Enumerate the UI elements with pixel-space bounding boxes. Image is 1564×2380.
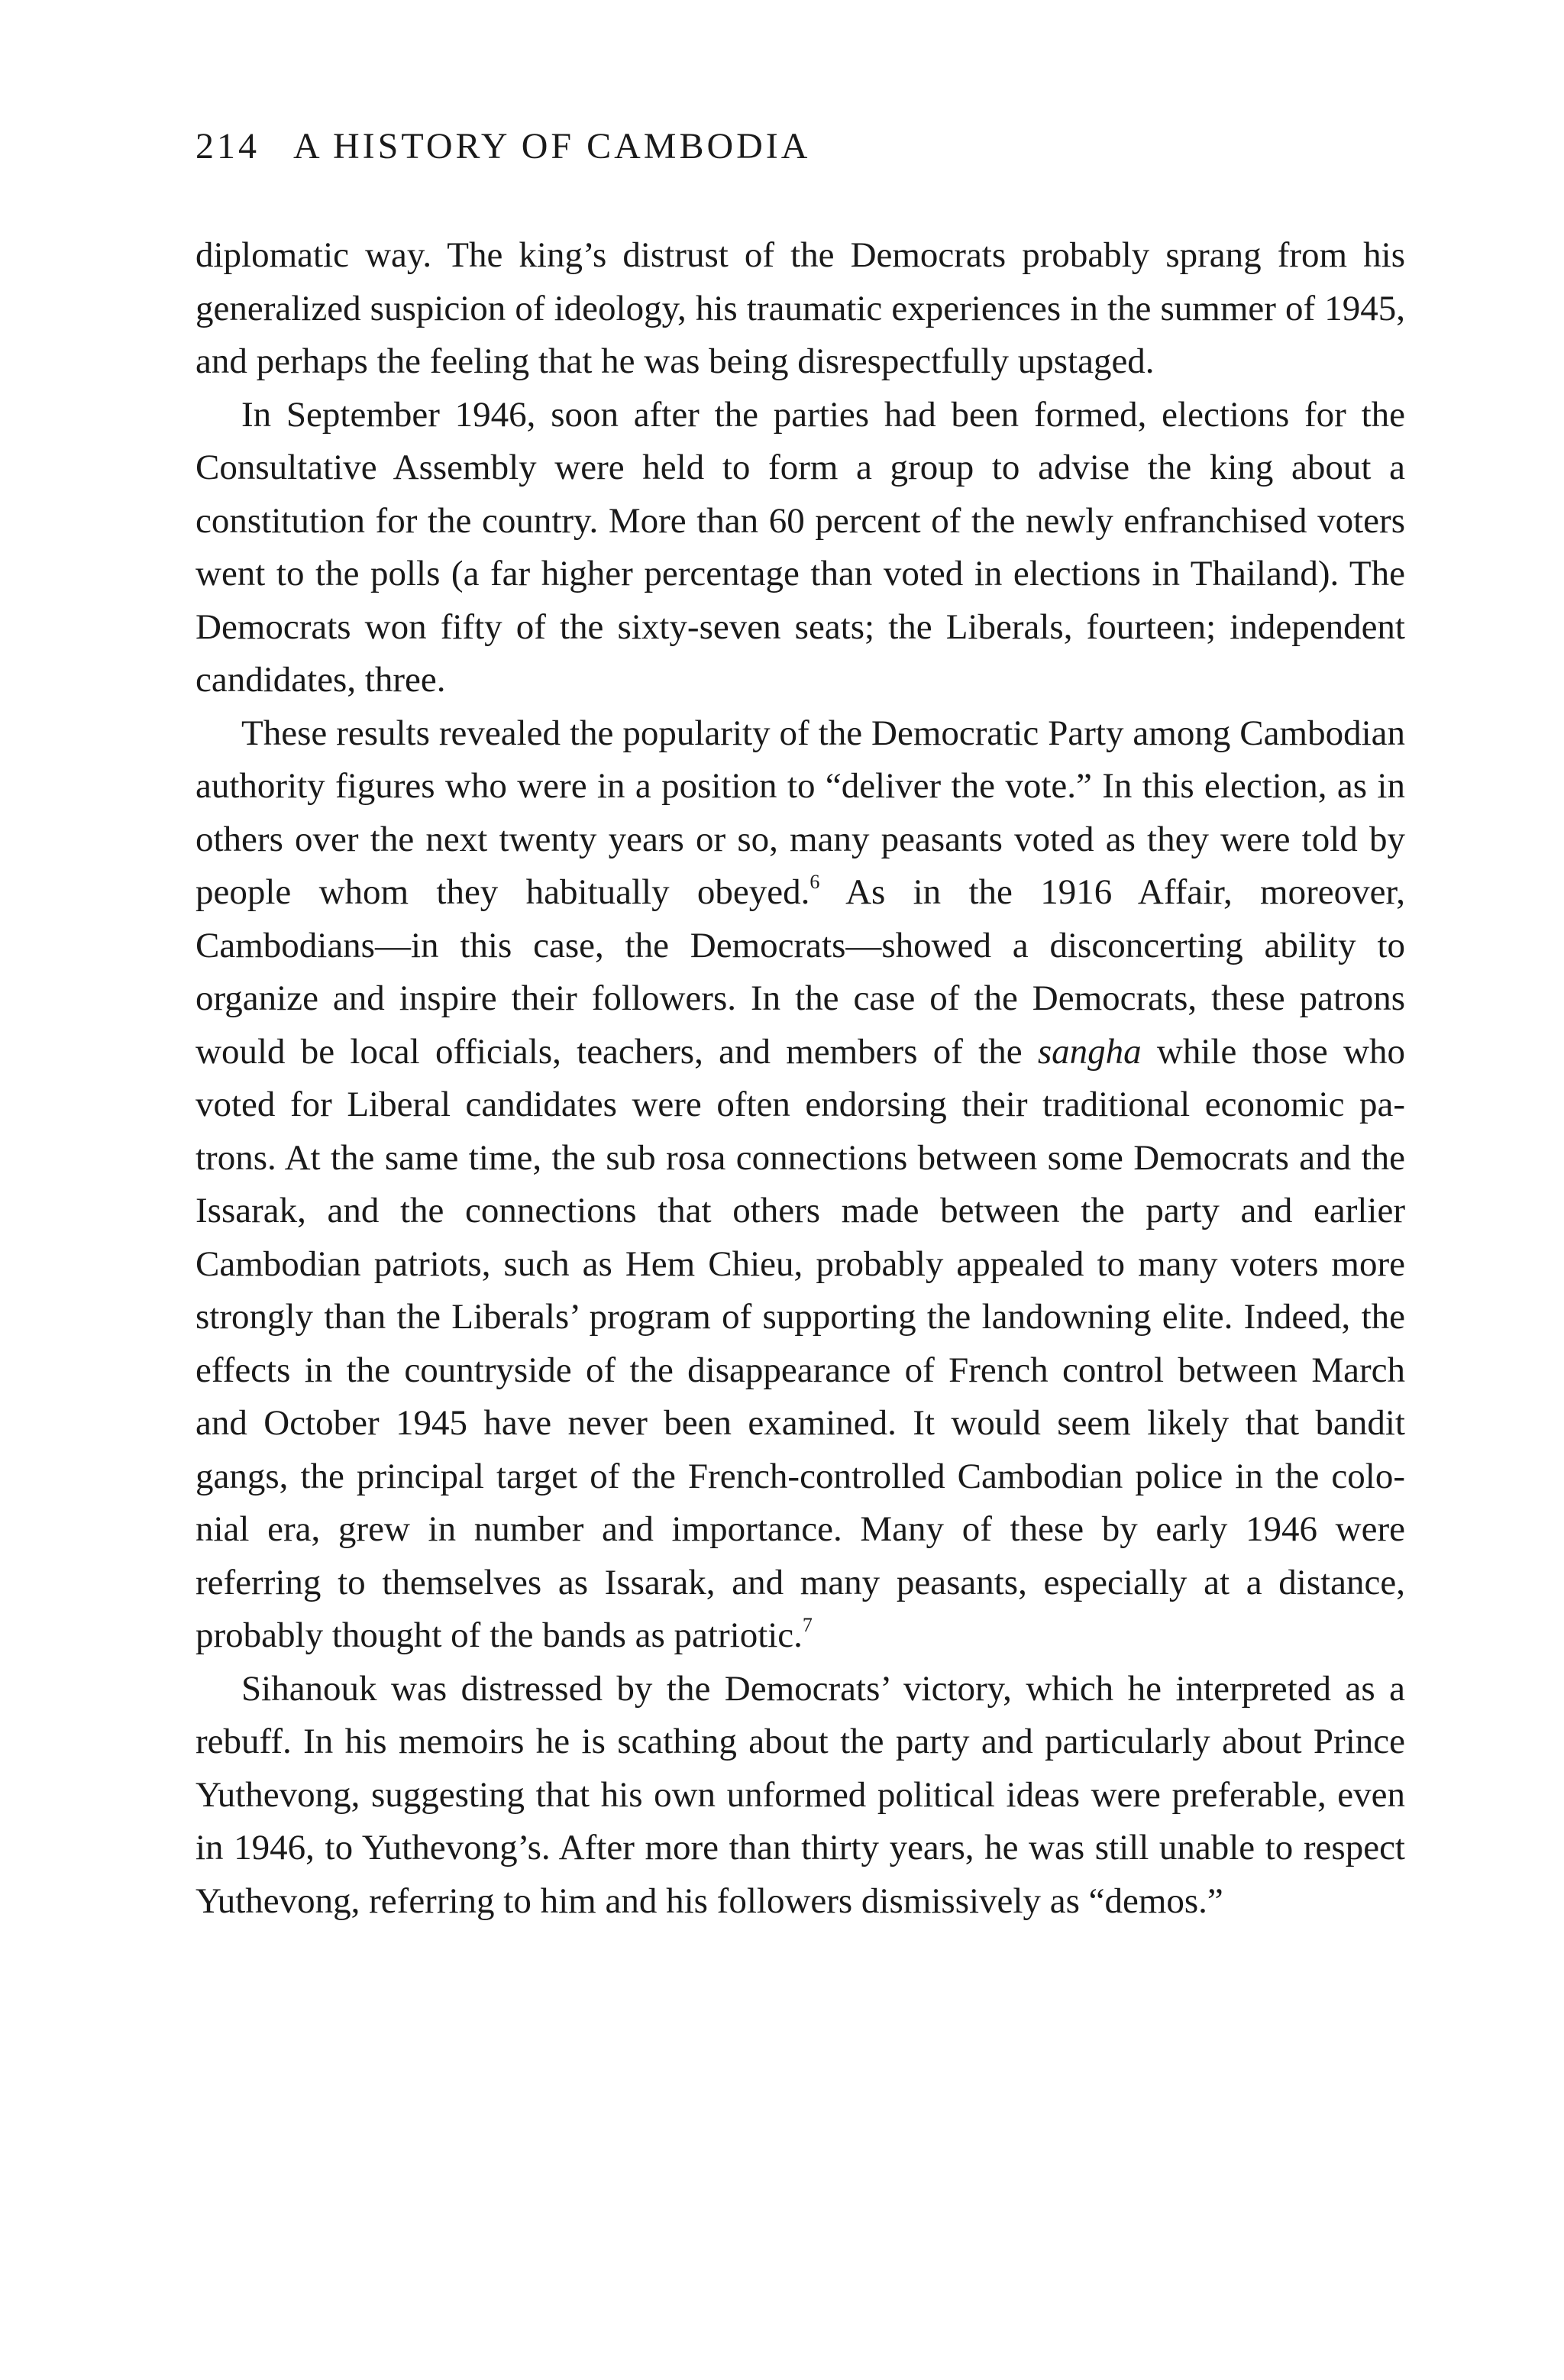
paragraph-3-text-b: As in the 1916 Affair, moreover, Cambodians—in this case, the Democrats—showed a disconcerting ability to organize and inspire their followers. In the case of the Democrats, these patrons would be local officials, teachers, and members of the xyxy=(196,872,1406,1072)
page-number: 214 xyxy=(196,126,260,167)
paragraph-3-text-a: These results revealed the popularity of the Democratic Party among Cambodian authority figures who were in a position to “deliver the vote.” In this election, as in others over the next twenty years or so, many peasants voted as they were told by people whom they habitually obeyed. xyxy=(196,713,1405,912)
body-text xyxy=(196,229,1405,1928)
italic-term-sangha: sangha xyxy=(1037,1031,1142,1072)
footnote-ref-6: 6 xyxy=(809,871,820,893)
paragraph-3-text-c: while those who voted for Liberal candidates were often endorsing their traditional economic patrons. At the same time, the sub rosa connections between some Democrats and the Issarak, and the connections that others made between the party and earlier Cambodian patriots, such as Hem Chieu, probably appealed to many voters more strongly than the Liberals’ program of supporting the landowning elite. Indeed, the effects in the countryside of the disappearance of French control between March and October 1945 have never been examined. It would seem likely that bandit gangs, the principal target of the French-controlled Cambodian police in the colonial era, grew in number and importance. Many of these by early 1946 were referring to themselves as Issarak, and many peasants, especially at a distance, probably thought of the bands as patriotic. xyxy=(196,1031,1405,1655)
paragraph-1: diplomatic way. The king’s distrust of the Democrats probably sprang from his generalized suspicion of ideology, his traumatic experiences in the summer of 1945, and perhaps the feeling that he was being disrespectfully upstaged. xyxy=(196,235,1405,381)
paragraph-4: Sihanouk was distressed by the Democrats’ victory, which he interpreted as a rebuff. In his memoirs he is scathing about the party and particularly about Prince Yuthevong, suggesting that his own unformed political ideas were preferable, even in 1946, to Yuthevong’s. After more than thirty years, he was still unable to respect Yuthevong, referring to him and his followers dismissively as “demos.” xyxy=(196,1668,1405,1921)
paragraph-2: In September 1946, soon after the parties had been formed, elections for the Consultative Assembly were held to form a group to advise the king about a constitution for the country. More than 60 percent of the newly enfranchised voters went to the polls (a far higher percentage than voted in elections in Thailand). The Democrats won fifty of the sixty-seven seats; the Liberals, fourteen; independent candidates, three. xyxy=(196,394,1405,700)
book-title: A HISTORY OF CAMBODIA xyxy=(293,126,811,167)
paragraph-3 xyxy=(196,707,1405,1663)
running-head xyxy=(196,122,810,171)
footnote-ref-7: 7 xyxy=(802,1614,813,1636)
